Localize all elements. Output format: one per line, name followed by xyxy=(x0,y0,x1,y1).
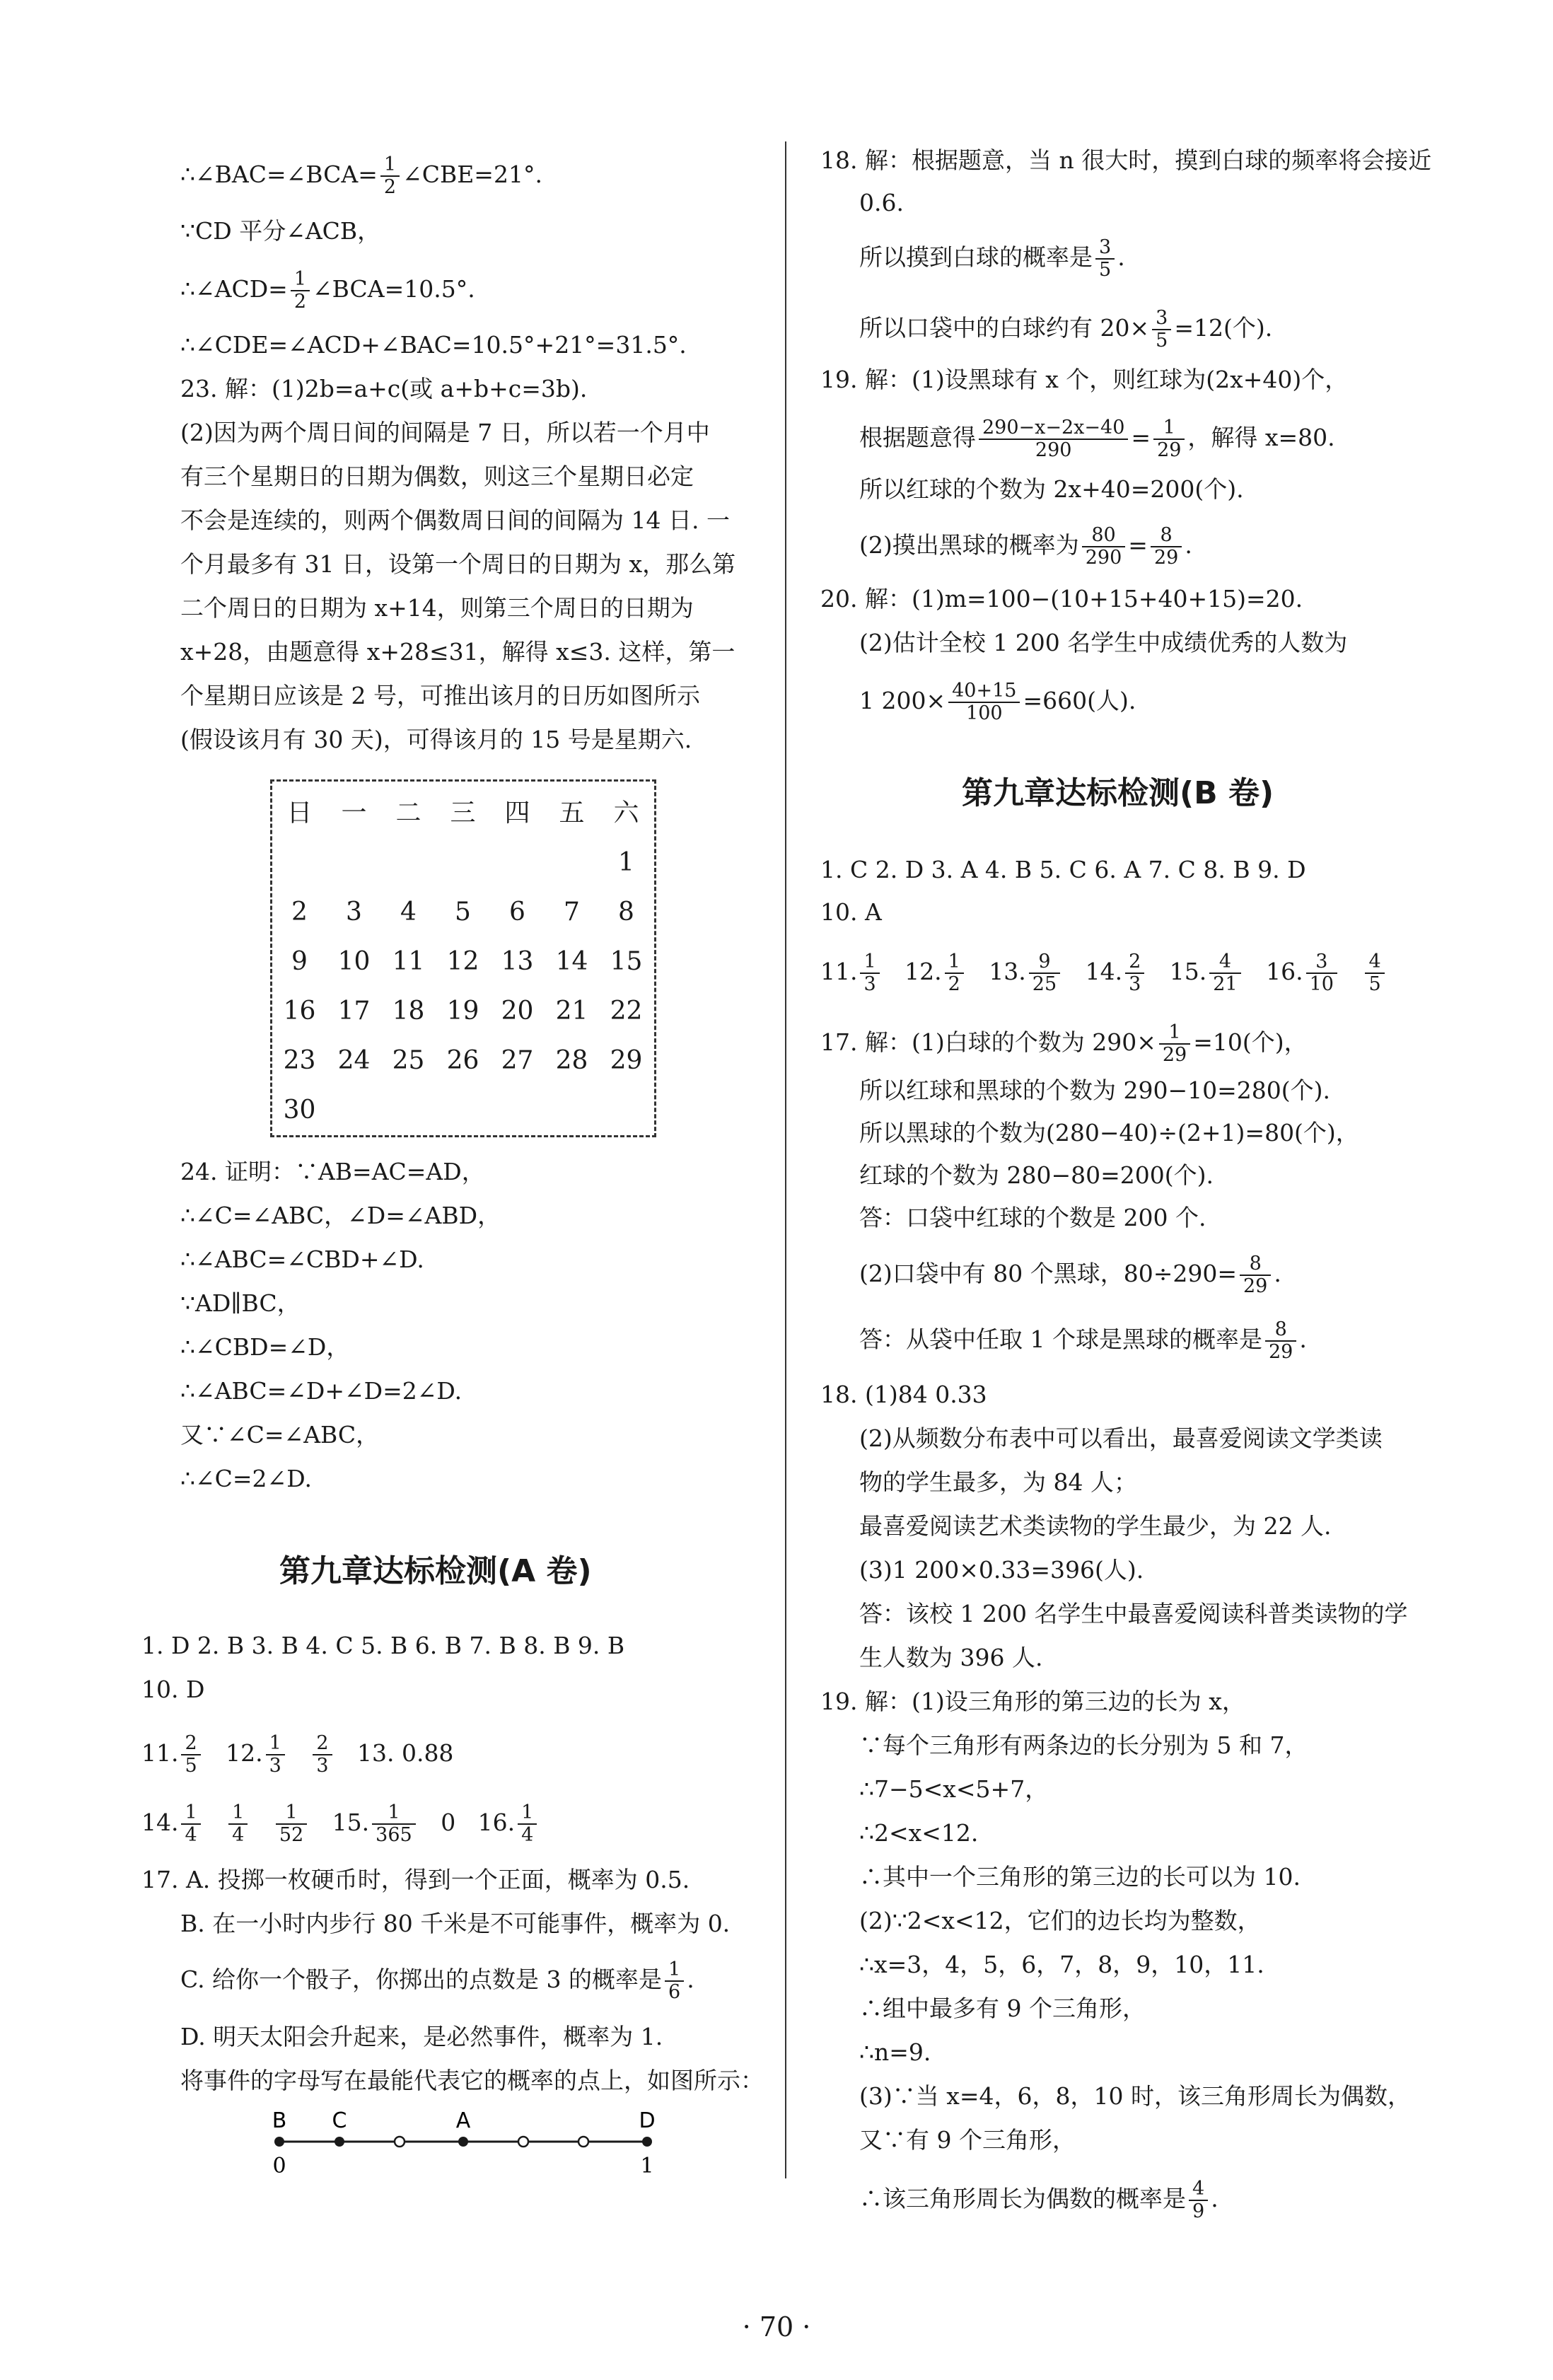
frac-num: 1 xyxy=(380,154,400,177)
calendar-date: 25 xyxy=(392,1046,425,1075)
text-line: 23. 解：(1)2b=a+c(或 a+b+c=3b). xyxy=(180,375,588,402)
text-line: ∵每个三角形有两条边的长分别为 5 和 7， xyxy=(859,1731,1308,1759)
frac-num: 1 xyxy=(945,951,964,974)
fraction xyxy=(860,951,879,995)
probability-number-line xyxy=(262,2108,658,2185)
q19-prob: (2)摸出黑球的概率为 $\frac{80}{290}$ = $\frac{8}{29}$ . xyxy=(859,524,1192,569)
text-line: (2)从频数分布表中可以看出，最喜爱阅读文学类读 xyxy=(859,1424,1383,1452)
calendar-date: 20 xyxy=(501,997,534,1026)
text-line: (2)因为两个周日间的间隔是 7 日，所以若一个月中 xyxy=(180,419,710,446)
text-line: 24. 证明：∵AB=AC=AD， xyxy=(180,1158,485,1185)
text-line: 有三个星期日的日期为偶数，则这三个星期日必定 xyxy=(180,463,694,490)
q18-prob: 所以摸到白球的概率是 $\frac{3}{5}$ . xyxy=(859,236,1125,281)
fraction xyxy=(665,1959,684,2003)
frac-den: 29 xyxy=(1153,547,1179,569)
frac-num: 2 xyxy=(1125,951,1144,974)
calendar-date: 1 xyxy=(618,848,634,877)
text-line: ∵AD∥BC， xyxy=(180,1289,301,1317)
point-b xyxy=(274,2137,284,2147)
calendar-date: 8 xyxy=(618,898,634,927)
fraction xyxy=(1365,951,1384,995)
frac-den: 5 xyxy=(185,1755,197,1777)
q19-prob: ∴该三角形周长为偶数的概率是 $\frac{4}{9}$ . xyxy=(859,2178,1218,2222)
fraction xyxy=(291,269,310,313)
frac-den: 4 xyxy=(521,1824,534,1846)
calendar-day: 五 xyxy=(559,799,585,828)
calendar-day: 二 xyxy=(395,799,421,828)
frac-num: 1 xyxy=(291,269,310,291)
text-line: 生人数为 396 人. xyxy=(859,1644,1043,1671)
calendar-date: 23 xyxy=(283,1046,316,1075)
text-line: 19. 解：(1)设三角形的第三边的长为 x， xyxy=(820,1688,1245,1715)
calendar-date: 4 xyxy=(400,898,417,927)
text-line: 红球的个数为 280−80=200(个). xyxy=(859,1161,1214,1189)
calendar-date: 21 xyxy=(555,997,588,1026)
text: =10(个)， xyxy=(1193,1028,1308,1056)
calendar-date: 2 xyxy=(291,898,308,927)
calendar-day: 一 xyxy=(341,799,367,828)
frac-num: 1 xyxy=(276,1802,307,1825)
frac-den: 4 xyxy=(185,1824,197,1846)
q-label: 16. xyxy=(1266,958,1303,985)
fraction xyxy=(948,680,1020,724)
q20-calc xyxy=(859,680,1136,724)
text: =12(个). xyxy=(1174,314,1273,342)
calendar-date: 28 xyxy=(555,1046,588,1075)
calendar-date: 29 xyxy=(610,1046,643,1075)
q-label: 15. xyxy=(1169,958,1207,985)
text-line: 又∵∠C=∠ABC， xyxy=(180,1421,380,1449)
frac-den: 10 xyxy=(1309,973,1334,995)
point-empty xyxy=(578,2137,588,2147)
text-line: ∴∠CDE=∠ACD+∠BAC=10.5°+21°=31.5°. xyxy=(180,331,687,359)
frac-den: 3 xyxy=(1129,973,1141,995)
text-line: 物的学生最多，为 84 人； xyxy=(859,1468,1137,1496)
text-line: ∴∠CBD=∠D， xyxy=(180,1333,350,1361)
text: (2)摸出黑球的概率为 xyxy=(859,531,1079,559)
text: 答：从袋中任取 1 个球是黑球的概率是 xyxy=(859,1325,1262,1353)
text: 所以摸到白球的概率是 xyxy=(859,243,1093,271)
eq-bac-tail: ∠CBE=21°. xyxy=(402,161,542,188)
fraction xyxy=(380,154,400,198)
frac-den: 290 xyxy=(1035,439,1072,461)
fraction xyxy=(1265,1319,1296,1363)
fraction xyxy=(181,1802,200,1846)
calendar-date: 22 xyxy=(610,997,643,1026)
frac-num: 1 xyxy=(1153,417,1185,440)
answer-line: 10. A xyxy=(820,898,882,926)
frac-num: 3 xyxy=(1306,951,1337,974)
frac-den: 25 xyxy=(1032,973,1057,995)
fraction xyxy=(313,1733,332,1777)
fraction xyxy=(276,1802,307,1846)
frac-den: 2 xyxy=(948,973,960,995)
frac-num: 4 xyxy=(1189,2178,1208,2201)
text-line: 将事件的字母写在最能代表它的概率的点上，如图所示： xyxy=(180,2067,764,2094)
calendar-date: 14 xyxy=(555,947,588,976)
calendar-day: 六 xyxy=(613,799,639,828)
text-line: ∴x=3，4，5，6，7，8，9，10，11. xyxy=(859,1951,1264,1978)
frac-den: 100 xyxy=(966,702,1003,724)
frac-den: 29 xyxy=(1268,1341,1293,1363)
q18-count xyxy=(859,308,1272,352)
point-empty xyxy=(518,2137,528,2147)
text: (2)口袋中有 80 个黑球，80÷290= xyxy=(859,1260,1237,1287)
q-label: 15. xyxy=(332,1809,370,1836)
calendar-date: 30 xyxy=(283,1096,316,1125)
frac-num: 1 xyxy=(266,1733,285,1755)
text-line: ∴∠C=2∠D. xyxy=(180,1465,312,1492)
q-label: 14. xyxy=(1085,958,1123,985)
fraction xyxy=(1306,951,1337,995)
text-line: (2)∵2<x<12，它们的边长均为整数， xyxy=(859,1907,1261,1934)
text-line: 二个周日的日期为 x+14，则第三个周日的日期为 xyxy=(180,594,694,622)
calendar-date: 19 xyxy=(446,997,479,1026)
frac-den: 29 xyxy=(1157,439,1182,461)
eq-bac xyxy=(180,154,542,198)
answer-line: 10. D xyxy=(141,1676,205,1703)
calendar-week xyxy=(272,1036,654,1086)
fraction xyxy=(1151,525,1182,569)
point-c xyxy=(335,2137,344,2147)
text-line: x+28，由题意得 x+28≤31，解得 x≤3. 这样，第一 xyxy=(180,638,735,666)
q-value: 0 xyxy=(441,1809,456,1836)
text-line: 不会是连续的，则两个偶数周日间的间隔为 14 日. 一 xyxy=(180,506,730,534)
q-label: 11. xyxy=(141,1739,179,1767)
text-line: B. 在一小时内步行 80 千米是不可能事件，概率为 0. xyxy=(180,1910,731,1937)
fraction xyxy=(1125,951,1144,995)
answer-line: 1. D 2. B 3. B 4. C 5. B 6. B 7. B 8. B 9. B xyxy=(141,1632,625,1659)
text-line: (2)估计全校 1 200 名学生中成绩优秀的人数为 xyxy=(859,629,1348,656)
frac-num: 4 xyxy=(1365,951,1384,974)
calendar-week xyxy=(272,888,654,937)
q17-white xyxy=(820,1022,1308,1066)
fraction xyxy=(1029,951,1060,995)
text-line: ∴∠ABC=∠CBD+∠D. xyxy=(180,1246,424,1273)
frac-num: 2 xyxy=(313,1733,332,1755)
frac-num: 2 xyxy=(181,1733,200,1755)
calendar-week xyxy=(272,937,654,987)
answer-line-11 xyxy=(820,951,1388,995)
calendar-week xyxy=(272,838,654,888)
frac-num: 1 xyxy=(372,1802,416,1825)
text-line: 18. (1)84 0.33 xyxy=(820,1381,987,1408)
fraction xyxy=(518,1802,537,1846)
frac-den: 5 xyxy=(1099,259,1112,281)
section-title-b: 第九章达标检测(B 卷) xyxy=(962,775,1274,811)
calendar-date: 17 xyxy=(337,997,371,1026)
frac-den: 52 xyxy=(279,1824,304,1846)
frac-num: 9 xyxy=(1029,951,1060,974)
calendar-week xyxy=(272,987,654,1036)
frac-num: 80 xyxy=(1082,525,1126,547)
calendar-date: 15 xyxy=(610,947,643,976)
text-line: 个星期日应该是 2 号，可推出该月的日历如图所示 xyxy=(180,682,700,709)
eq-acd-head: ∴∠ACD= xyxy=(180,275,288,303)
q17-answer: 答：从袋中任取 1 个球是黑球的概率是 $\frac{8}{29}$ . xyxy=(859,1318,1307,1363)
text-line: 个月最多有 31 日，设第一个周日的日期为 x，那么第 xyxy=(180,550,736,578)
calendar-date: 11 xyxy=(392,947,425,976)
calendar-date: 24 xyxy=(337,1046,371,1075)
frac-den: 29 xyxy=(1162,1044,1187,1066)
frac-num: 1 xyxy=(860,951,879,974)
frac-num: 3 xyxy=(1095,237,1115,260)
text: 所以口袋中的白球约有 20× xyxy=(859,314,1150,342)
q-label: 12. xyxy=(905,958,942,985)
frac-den: 2 xyxy=(293,291,307,313)
text: ∴该三角形周长为偶数的概率是 xyxy=(859,2185,1186,2212)
fraction xyxy=(1209,951,1240,995)
calendar-date: 13 xyxy=(501,947,534,976)
frac-den: 365 xyxy=(376,1824,412,1846)
frac-den: 2 xyxy=(383,176,397,198)
q17-c-text: C. 给你一个骰子，你掷出的点数是 3 的概率是 xyxy=(180,1966,663,1993)
text-line: 所以黑球的个数为(280−40)÷(2+1)=80(个)， xyxy=(859,1119,1359,1147)
q-label: 12. xyxy=(226,1739,263,1767)
label-d: D xyxy=(639,2108,656,2133)
text-line: ∴n=9. xyxy=(859,2038,931,2066)
column-divider xyxy=(785,141,786,2178)
frac-num: 3 xyxy=(1152,308,1171,330)
frac-den: 29 xyxy=(1243,1275,1268,1297)
calendar-date: 3 xyxy=(346,898,362,927)
eq-acd xyxy=(180,269,475,313)
calendar-date: 9 xyxy=(291,947,308,976)
calendar-date: 7 xyxy=(564,898,580,927)
text-line: 所以红球和黑球的个数为 290−10=280(个). xyxy=(859,1076,1330,1104)
text: =660(人). xyxy=(1023,687,1136,714)
text-line: 18. 解：根据题意，当 n 很大时，摸到白球的频率将会接近 xyxy=(820,146,1432,174)
section-title-a: 第九章达标检测(A 卷) xyxy=(279,1553,592,1589)
text-line: D. 明天太阳会升起来，是必然事件，概率为 1. xyxy=(180,2023,663,2050)
frac-den: 4 xyxy=(232,1824,245,1846)
frac-num: 1 xyxy=(518,1802,537,1825)
text-line: (假设该月有 30 天)，可得该月的 15 号是星期六. xyxy=(180,726,692,753)
frac-den: 3 xyxy=(863,973,876,995)
calendar-day: 四 xyxy=(504,799,530,828)
frac-den: 3 xyxy=(316,1755,329,1777)
page-number: · 70 · xyxy=(742,2311,811,2343)
frac-num: 8 xyxy=(1151,525,1182,547)
text-line: ∴7−5<x<5+7， xyxy=(859,1775,1049,1803)
fraction xyxy=(1159,1022,1190,1066)
frac-num: 1 xyxy=(181,1802,200,1825)
calendar-date: 26 xyxy=(446,1046,479,1075)
fraction xyxy=(1240,1253,1271,1297)
q17-c: C. 给你一个骰子，你掷出的点数是 3 的概率是 $\frac{1}{6}$ . xyxy=(180,1958,694,2003)
fraction xyxy=(1152,308,1171,352)
label-zero: 0 xyxy=(272,2154,286,2178)
q19-eq: 根据题意得 $\frac{290-x-2x-40}{290}$ = $\frac{1}{29}$ ，解得 x=80. xyxy=(859,417,1335,461)
text-line: 20. 解：(1)m=100−(10+15+40+15)=20. xyxy=(820,585,1303,613)
fraction xyxy=(945,951,964,995)
label-a: A xyxy=(455,2108,471,2133)
q-label: 13. 0.88 xyxy=(356,1739,454,1767)
point-a xyxy=(458,2137,468,2147)
label-one: 1 xyxy=(640,2154,654,2178)
text-line: 所以红球的个数为 2x+40=200(个). xyxy=(859,475,1244,503)
text-line: ∴2<x<12. xyxy=(859,1819,979,1847)
fraction xyxy=(181,1733,200,1777)
text-line: ∴∠ABC=∠D+∠D=2∠D. xyxy=(180,1377,463,1405)
text-line: 19. 解：(1)设黑球有 x 个，则红球为(2x+40)个， xyxy=(820,366,1349,393)
calendar-day: 日 xyxy=(286,799,313,828)
frac-num: 8 xyxy=(1265,1319,1296,1342)
text-line: ∴∠C=∠ABC，∠D=∠ABD， xyxy=(180,1202,501,1229)
answer-line-11 xyxy=(141,1733,453,1777)
frac-num: 40+15 xyxy=(948,680,1020,703)
calendar-date: 10 xyxy=(337,947,371,976)
calendar-date: 27 xyxy=(501,1046,534,1075)
frac-den: 290 xyxy=(1085,547,1122,569)
calendar-date: 16 xyxy=(283,997,316,1026)
calendar-date: 6 xyxy=(509,898,525,927)
calendar-date: 12 xyxy=(446,947,479,976)
text-line: (3)1 200×0.33=396(人). xyxy=(859,1556,1144,1584)
text: 17. 解：(1)白球的个数为 290× xyxy=(820,1028,1156,1056)
fraction xyxy=(979,417,1128,461)
calendar-date: 18 xyxy=(392,997,425,1026)
calendar-date: 5 xyxy=(455,898,471,927)
fraction xyxy=(1082,525,1126,569)
answer-line-14 xyxy=(141,1802,540,1846)
q-label: 13. xyxy=(989,958,1026,985)
eq-bac-head: ∴∠BAC=∠BCA= xyxy=(180,161,378,188)
q-label: 14. xyxy=(141,1809,179,1836)
calendar-week xyxy=(272,1086,654,1135)
frac-num: 1 xyxy=(665,1959,684,1982)
frac-den: 6 xyxy=(668,1981,681,2003)
text-line: 答：该校 1 200 名学生中最喜爱阅读科普类读物的学 xyxy=(859,1600,1408,1627)
text: 根据题意得 xyxy=(859,424,976,451)
frac-den: 3 xyxy=(269,1755,281,1777)
calendar-header xyxy=(272,789,654,838)
fraction xyxy=(266,1733,285,1777)
text-line: 最喜爱阅读艺术类读物的学生最少，为 22 人. xyxy=(859,1512,1332,1540)
q-label: 16. xyxy=(477,1809,516,1836)
frac-den: 5 xyxy=(1368,973,1381,995)
text: ，解得 x=80. xyxy=(1187,424,1335,451)
text-line: ∴其中一个三角形的第三边的长可以为 10. xyxy=(859,1863,1301,1891)
frac-num: 4 xyxy=(1209,951,1240,974)
frac-den: 9 xyxy=(1192,2200,1205,2222)
point-empty xyxy=(395,2137,405,2147)
calendar-day: 三 xyxy=(450,799,476,828)
frac-num: 290−x−2x−40 xyxy=(979,417,1128,440)
fraction xyxy=(228,1802,248,1846)
frac-num: 8 xyxy=(1240,1253,1271,1276)
fraction xyxy=(1153,417,1185,461)
text-line: ∵CD 平分∠ACB， xyxy=(180,217,381,245)
answer-line: 1. C 2. D 3. A 4. B 5. C 6. A 7. C 8. B 9. D xyxy=(820,856,1306,883)
text: 1 200× xyxy=(859,687,946,714)
fraction xyxy=(372,1802,416,1846)
q17-black: (2)口袋中有 80 个黑球，80÷290= $\frac{8}{29}$ . xyxy=(859,1253,1281,1297)
label-b: B xyxy=(272,2108,287,2133)
q-label: 11. xyxy=(820,958,858,985)
frac-num: 1 xyxy=(1159,1022,1190,1045)
calendar xyxy=(270,779,656,1137)
text-line: 答：口袋中红球的个数是 200 个. xyxy=(859,1204,1206,1231)
frac-den: 5 xyxy=(1156,330,1168,352)
fraction xyxy=(1189,2178,1208,2222)
text-line: 0.6. xyxy=(859,189,904,216)
point-d xyxy=(642,2137,652,2147)
frac-num: 1 xyxy=(228,1802,248,1825)
eq-acd-tail: ∠BCA=10.5°. xyxy=(313,275,475,303)
label-c: C xyxy=(332,2108,347,2133)
text-line: ∴组中最多有 9 个三角形， xyxy=(859,1995,1146,2022)
text-line: 又∵有 9 个三角形， xyxy=(859,2126,1076,2154)
frac-den: 21 xyxy=(1213,973,1238,995)
text-line: (3)∵当 x=4，6，8，10 时，该三角形周长为偶数， xyxy=(859,2082,1411,2110)
text-line: 17. A. 投掷一枚硬币时，得到一个正面，概率为 0.5. xyxy=(141,1866,690,1893)
fraction xyxy=(1095,237,1115,281)
